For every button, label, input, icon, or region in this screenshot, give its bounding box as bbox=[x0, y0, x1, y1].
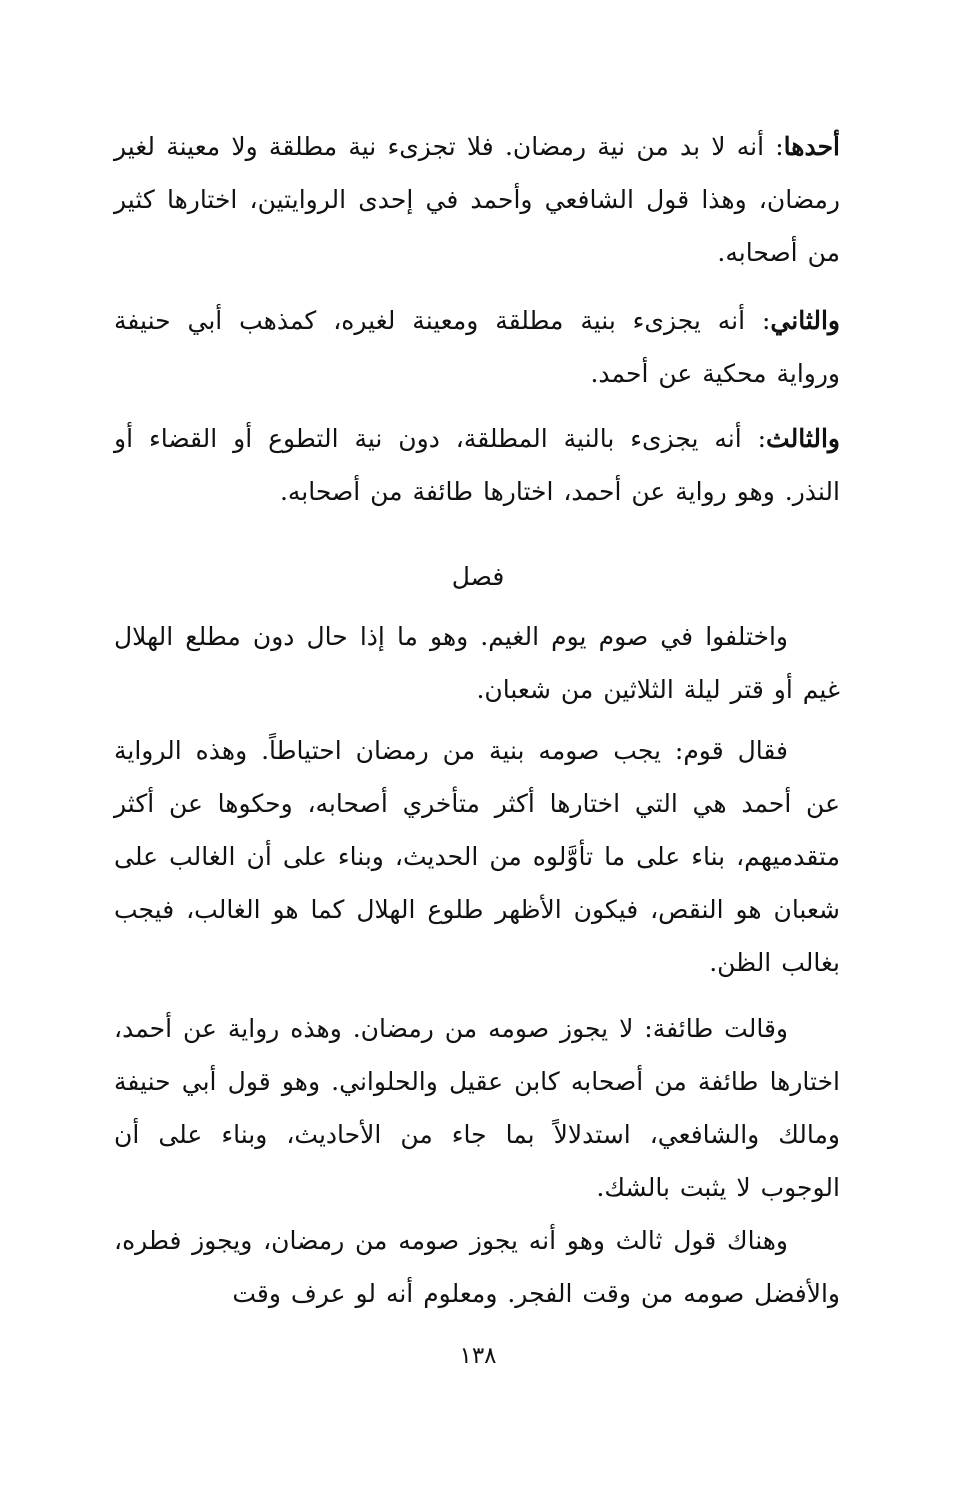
paragraph-intro bbox=[114, 610, 840, 716]
opinion-second bbox=[114, 294, 840, 400]
opinion-label: أحدها bbox=[783, 132, 840, 161]
opinion-third bbox=[114, 412, 840, 518]
paragraph-text: فقال قوم: يجب صومه بنية من رمضان احتياطاً. وهذه الرواية عن أحمد هي التي اختارها أكثر متأخري أصحابه، وحكوها عن أكثر متقدميهم، بناء على ما تأوَّلوه من الحديث، وبناء على أن الغالب على شعبان هو النقص، فيكون الأظهر طلوع الهلال كما هو الغالب، فيجب بغالب الظن. bbox=[114, 736, 840, 977]
paragraph-third-view bbox=[114, 1214, 840, 1320]
paragraph-text: وهناك قول ثالث وهو أنه يجوز صومه من رمضان، ويجوز فطره، والأفضل صومه من وقت الفجر. ومعلوم أنه لو عرف وقت bbox=[114, 1226, 840, 1308]
page-number: ١٣٨ bbox=[459, 1343, 497, 1369]
opinion-text: : أنه لا بد من نية رمضان. فلا تجزىء نية مطلقة ولا معينة لغير رمضان، وهذا قول الشافعي وأحمد في إحدى الروايتين، اختارها كثير من أصحابه. bbox=[114, 132, 840, 267]
paragraph-text: وقالت طائفة: لا يجوز صومه من رمضان. وهذه رواية عن أحمد، اختارها طائفة من أصحابه كابن عقيل والحلواني. وهو قول أبي حنيفة ومالك والشافعي، استدلالاً بما جاء من الأحاديث، وبناء على أن الوجوب لا يثبت بالشك. bbox=[114, 1014, 840, 1202]
section-heading: فصل bbox=[451, 562, 505, 591]
opinion-first bbox=[114, 120, 840, 279]
opinion-label: والثاني bbox=[770, 306, 840, 335]
opinion-text: : أنه يجزىء بنية مطلقة ومعينة لغيره، كمذهب أبي حنيفة ورواية محكية عن أحمد. bbox=[114, 306, 840, 388]
paragraph-first-view bbox=[114, 724, 840, 989]
paragraph-text: واختلفوا في صوم يوم الغيم. وهو ما إذا حال دون مطلع الهلال غيم أو قتر ليلة الثلاثين من شعبان. bbox=[114, 622, 840, 704]
opinion-text: : أنه يجزىء بالنية المطلقة، دون نية التطوع أو القضاء أو النذر. وهو رواية عن أحمد، اختارها طائفة من أصحابه. bbox=[114, 424, 840, 506]
opinion-label: والثالث bbox=[766, 424, 840, 453]
paragraph-second-view bbox=[114, 1002, 840, 1214]
